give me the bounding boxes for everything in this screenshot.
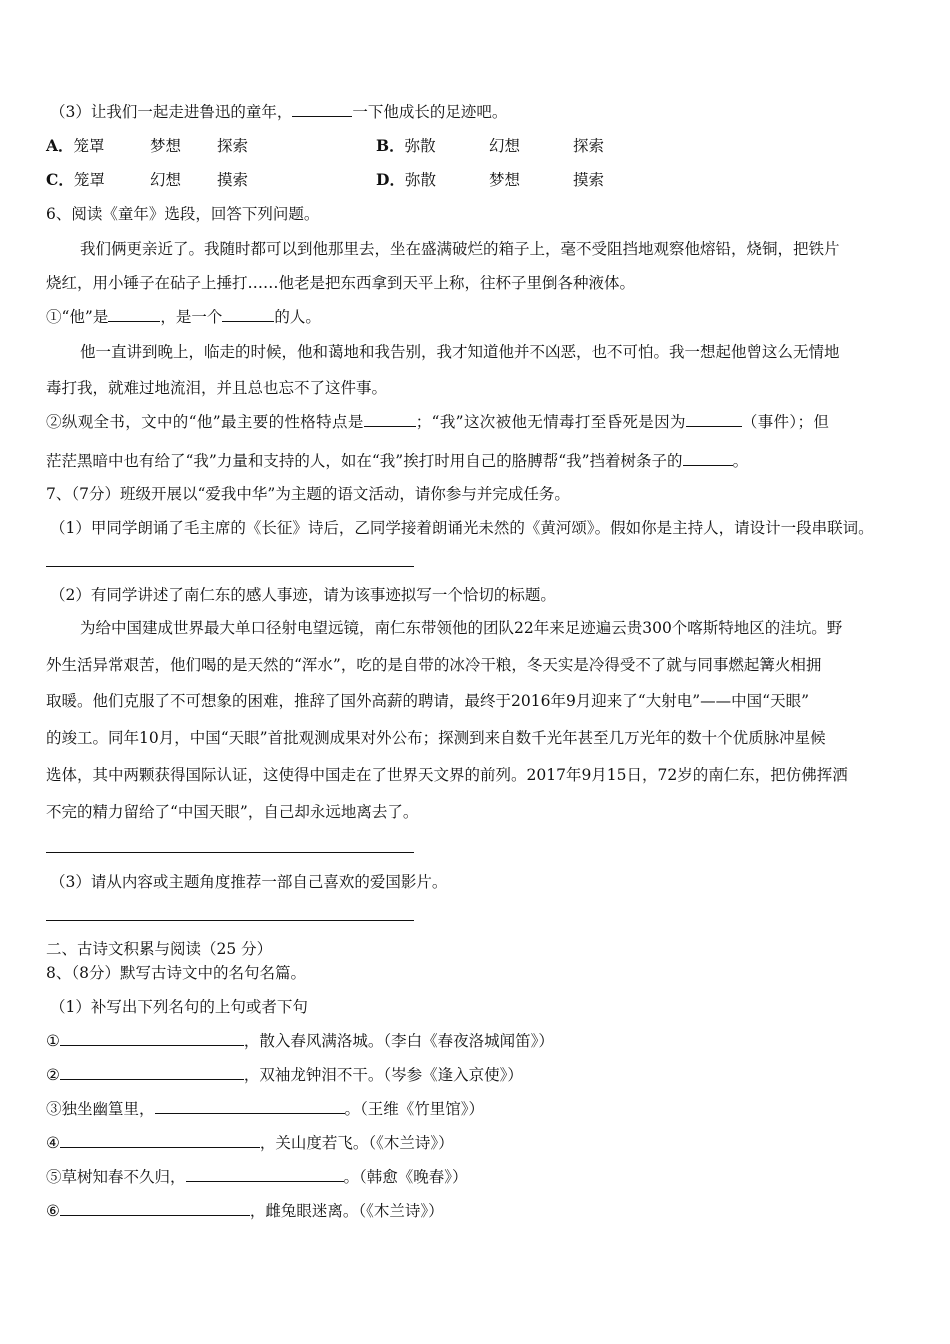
answer-blank[interactable]: [686, 412, 742, 427]
q8-item-2: ② ，双袖龙钟泪不干。（岑参《逢入京使》）: [46, 1066, 523, 1084]
q6-sub2-line2: 茫茫黑暗中也有给了“我”力量和支持的人，如在“我”挨打时用自己的胳膊帮“我”挡着树条子的 。: [46, 452, 749, 470]
answer-blank[interactable]: [60, 1065, 244, 1080]
section-2-title: 二、古诗文积累与阅读（25 分）: [46, 940, 273, 958]
q8-item-4: ④ ，关山度若飞。（《木兰诗》）: [46, 1134, 454, 1152]
q7-passage-line4: 的竣工。同年10月，中国“天眼”首批观测成果对外公布；探测到来自数千光年甚至几万光年的数十个优质脉冲星候: [46, 729, 826, 747]
q6-passage2-line1: 他一直讲到晚上，临走的时候，他和蔼地和我告别，我才知道他并不凶恶，也不可怕。我一想起他曾这么无情地: [80, 343, 840, 361]
answer-blank[interactable]: [155, 1099, 345, 1114]
answer-blank[interactable]: [364, 412, 416, 427]
q8-item-3: ③独坐幽篁里， 。（王维《竹里馆》）: [46, 1100, 485, 1118]
answer-blank[interactable]: [222, 307, 274, 322]
q7-sub2: （2）有同学讲述了南仁东的感人事迹，请为该事迹拟写一个恰切的标题。: [50, 586, 556, 604]
q7-sub3: （3）请从内容或主题角度推荐一部自己喜欢的爱国影片。: [50, 873, 448, 891]
answer-line[interactable]: [46, 566, 414, 567]
q6-sub1: ①“他”是 ，是一个 的人。: [46, 308, 321, 326]
answer-blank[interactable]: [108, 307, 160, 322]
answer-blank[interactable]: [186, 1167, 344, 1182]
q7-passage-line3: 取暖。他们克服了不可想象的困难，推辞了国外高薪的聘请，最终于2016年9月迎来了“大射电”——中国“天眼”: [46, 692, 810, 710]
q7-passage-line6: 不完的精力留给了“中国天眼”，自己却永远地离去了。: [46, 803, 419, 821]
option-d[interactable]: D．弥散: [376, 170, 436, 189]
q6-title: 6、阅读《童年》选段，回答下列问题。: [46, 205, 320, 223]
answer-line[interactable]: [46, 852, 414, 853]
q7-passage-line1: 为给中国建成世界最大单口径射电望远镜，南仁东带领他的团队22年来足迹遍云贵300个喀斯特地区的洼坑。野: [80, 619, 843, 637]
q8-title: 8、（8分）默写古诗文中的名句名篇。: [46, 964, 306, 982]
q8-item-1: ① ，散入春风满洛城。（李白《春夜洛城闻笛》）: [46, 1032, 554, 1050]
answer-blank[interactable]: [60, 1031, 244, 1046]
answer-line[interactable]: [46, 920, 414, 921]
option-a[interactable]: A．笼罩: [46, 136, 105, 155]
q6-passage2-line2: 毒打我，就难过地流泪，并且总也忘不了这件事。: [46, 379, 388, 397]
q6-sub2-line1: ②纵观全书，文中的“他”最主要的性格特点是 ；“我”这次被他无情毒打至昏死是因为 （事件）；但: [46, 413, 830, 431]
q6-passage1-line1: 我们俩更亲近了。我随时都可以到他那里去，坐在盛满破烂的箱子上，毫不受阻挡地观察他熔铅，烧铜，把铁片: [80, 240, 840, 258]
option-b[interactable]: B．弥散: [376, 136, 436, 155]
option-c[interactable]: C．笼罩: [46, 170, 105, 189]
q6-passage1-line2: 烧红，用小锤子在砧子上捶打……他老是把东西拿到天平上称，往杯子里倒各种液体。: [46, 274, 636, 292]
q8-item-5: ⑤草树知春不久归， 。（韩愈《晚春》）: [46, 1168, 468, 1186]
answer-blank[interactable]: [683, 451, 733, 466]
q7-passage-line2: 外生活异常艰苦，他们喝的是天然的“浑水”，吃的是自带的冰冷干粮，冬天实是冷得受不了就与同事燃起篝火相拥: [46, 656, 822, 674]
q7-sub1: （1）甲同学朗诵了毛主席的《长征》诗后，乙同学接着朗诵光未然的《黄河颂》。假如你是主持人，请设计一段串联词。: [50, 519, 874, 537]
q5-3-stem: （3）让我们一起走进鲁迅的童年， 一下他成长的足迹吧。: [50, 103, 508, 121]
answer-blank[interactable]: [292, 102, 352, 117]
q8-item-6: ⑥ ，雌兔眼迷离。（《木兰诗》）: [46, 1202, 444, 1220]
q7-passage-line5: 选体，其中两颗获得国际认证，这使得中国走在了世界天文界的前列。2017年9月15日，72岁的南仁东，把仿佛挥洒: [46, 766, 848, 784]
q8-sub1: （1）补写出下列名句的上句或者下句: [50, 998, 308, 1016]
q7-title: 7、（7分）班级开展以“爱我中华”为主题的语文活动，请你参与并完成任务。: [46, 485, 570, 503]
answer-blank[interactable]: [60, 1201, 250, 1216]
answer-blank[interactable]: [60, 1133, 260, 1148]
